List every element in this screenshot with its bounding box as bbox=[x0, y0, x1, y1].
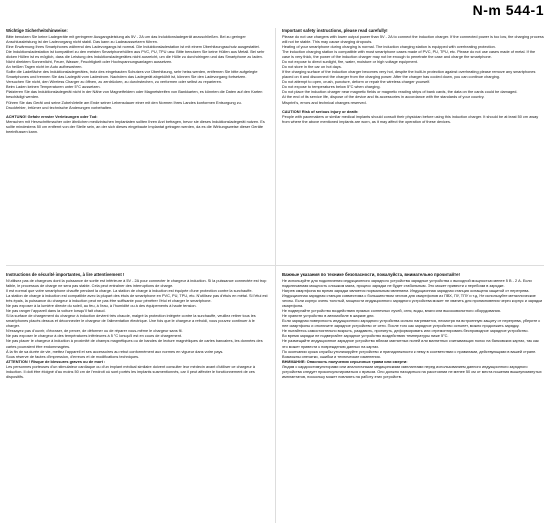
german-paragraph: Beim Laden keinen Temperaturen unter 5°C aussetzen. bbox=[6, 85, 101, 90]
french-paragraph: À la fin de sa durée de vie, mettez l'appareil et ses accessoires au rebut conformément aux normes en vigueur dans votre pays. bbox=[6, 349, 224, 354]
german-paragraph: Eine Erwärmung Ihres Smartphones während des Ladevorgangs ist normal. Die Induktionsladestation ist mit einem Überhitzungsschutz ausgestattet. bbox=[6, 45, 260, 49]
english-paragraph: Heating of your smartphone during charging is normal. The induction charging station is equipped with overheating protection. bbox=[282, 45, 496, 49]
english-safety-section bbox=[282, 28, 544, 125]
german-paragraph: Sollte die Ladefläche des Induktionsladegerätes, trotz des eingebauten Schutzes vor Überhitzung, sehr heiss werden, entfernen Sie bitte aufgelegte Smartphones und trennen Sie das Ladegrät vom Ladestrom. Nachdem das Ladegerät abgekühlt ist, können Sie den Ladevorgang fortsetzen. bbox=[6, 70, 258, 80]
english-warning-text: People with pacemakers or similar medical implants should consult their physician before using this induction charger. It should be at least 50 cm away from where the above mentioned implants are worn, as it may affect the operation of these devices. bbox=[282, 114, 539, 124]
german-paragraph: Führen Sie das Gerät und seine Zubehörteile am Ende seiner Lebensdauer einer mit den Normen Ihres Landes konformen Entsorgung zu. bbox=[6, 100, 242, 105]
russian-paragraph: Не размещайте индукционное зарядное устройство вблизи магнитных полей или магнитных считывающих полос на банковских картах, так как это может привести к повреждению данных на картах. bbox=[282, 339, 539, 349]
english-warning-title: CAUTION! Risk of serious injury or death: bbox=[282, 109, 359, 114]
german-warning-title: ACHTUNG! Gefahr ernster Verletzungen oder Tod: bbox=[6, 114, 98, 119]
english-paragraph: Do not expose to temperatures below 5°C when charging. bbox=[282, 85, 381, 90]
french-paragraph: Ne pas placer le chargeur à induction à proximité de champs magnétiques ou de bandes de lecture magnétiques de cartes bancaires, les données des cartes pourraient être endommagées. bbox=[6, 339, 263, 349]
document-code: N-m 544-1 bbox=[472, 2, 544, 18]
english-paragraph: Do not attempt to open, crush, puncture, deform or repair the wireless charger yourself. bbox=[282, 80, 431, 85]
french-paragraph: Si la surface de chargement du chargeur à induction devient très chaude, malgré la protection intégrée contre la surchauffe, veuillez retirer tous les smartphones placés dessus et déconnecter le chargeur de l'alimentation électrique. Une fois que le chargeur a refroidi, vous pouvez continuer à le charger. bbox=[6, 314, 256, 329]
german-paragraph: Nicht direktem Sonnenlicht, Feuer, Wasser, Feuchtigkeit oder Hochspannungsanlagen aussetzen. bbox=[6, 60, 173, 65]
french-paragraph: Ne pas ranger l'appareil dans la voiture lorsqu'il fait chaud. bbox=[6, 309, 106, 314]
russian-paragraph: Не подвергайте устройство воздействию прямых солнечных лучей, огня, воды, влаги или высоковольтного оборудования. bbox=[282, 309, 501, 314]
german-paragraph: Bitte benutzen Sie keine Ladegeräte mit geringerer Ausgangsleistung als 5V - 2A um das Induktionsladegerät anzuschließen. Bei zu geringer Anschlussleistung ist der Ladevorgang nicht stabil. Das kann zu Ladeausssetzern führen. bbox=[6, 34, 246, 44]
french-safety-section bbox=[6, 272, 268, 380]
russian-paragraph: Индукционная зарядная станция совместима с большинством чехлов для смартфонов из ПВХ, ПУ, ТПУ и т.д. Не используйте металлические чехлы. Если корпус очень толстый, мощности индукционного зарядного устройства может не хватить для проникновения через корпус и зарядки смартфона. bbox=[282, 294, 543, 309]
russian-paragraph: Возможны опечатки, ошибки и технические изменения. bbox=[282, 354, 381, 359]
russian-paragraph: Если зарядная поверхность индукционного зарядного устройства сильно нагревается, несмотря на встроенную защиту от перегрева, уберите с нее смартфоны и отключите зарядное устройство от сети. После того как зарядное устройство остынет, можно продолжить зарядку. bbox=[282, 319, 541, 329]
english-paragraph: If the charging surface of the induction charger becomes very hot, despite the built-in protection against overheating please remove any smartphones placed on it and disconnect the charger from the charging power. After the charger has cooled down, you can continue charging. bbox=[282, 70, 536, 80]
russian-paragraph: По окончании срока службы утилизируйте устройство и принадлежности к нему в соответствии с правилами, действующими в вашей стране. bbox=[282, 349, 537, 354]
french-paragraph: Ne pas exposer à la lumière directe du soleil, au feu, à l'eau, à l'humidité ou à des équipements à haute tension. bbox=[6, 304, 197, 309]
english-paragraph: Please do not use chargers with lower output power than 5V - 2A to connect the induction charger. If the connected power is too low, the charging process will not be stable. This may cause charging dropouts. bbox=[282, 34, 544, 44]
vertical-divider bbox=[275, 28, 276, 523]
russian-paragraph: Во время зарядки не подвергайте зарядное устройство воздействию температуры ниже 5°C. bbox=[282, 334, 449, 339]
french-title: Instructions de sécurité importantes, à lire attentivement ! bbox=[6, 272, 125, 277]
russian-paragraph: Не используйте для подключения индукционного зарядного устройства зарядные устройства с выходной мощностью менее 5 В - 2 А. Если подключаемая мощность слишком мала, процесс зарядки не будет стабильным. Это может привести к перебоям в зарядке. bbox=[282, 278, 532, 288]
russian-safety-section bbox=[282, 272, 544, 380]
french-paragraph: N'essayez pas d'ouvrir, d'écraser, de percer, de déformer ou de réparer vous-même le chargeur sans fil. bbox=[6, 329, 183, 334]
german-warning-text: Menschen mit Herzschrittmacher oder ähnlichen medizinischen Implantaten sollten Ihren Arzt befragen, bevor sie dieses Induktionsladegerät nutzen. Es sollte mindestens 50 cm entfernt von der Stelle sein, an der sich dieses eingebaute Implantat getragen werden, da es die Wirkungsweise dieser Geräte beeinflussen kann. bbox=[6, 119, 265, 134]
french-paragraph: La station de charge à induction est compatible avec la plupart des étuis de smartphone en PVC, PU, TPU, etc. N'utilisez pas d'étuis en métal. Si l'étui est très épais, la puissance du chargeur à induction peut ne pas être suffisante pour pénétrer l'étui et charger le smartphone. bbox=[6, 294, 268, 304]
russian-paragraph: Не пытайтесь самостоятельно вскрыть, раздавить, проткнуть, деформировать или отремонтировать беспроводное зарядное устройство. bbox=[282, 329, 529, 334]
german-paragraph: An heißen Tagen nicht im Auto aufbewahren. bbox=[6, 65, 83, 70]
german-paragraph: Versuchen Sie nicht, den Wireless Charger zu öffnen, zu zerdrücken, zu durchstechen, zu verformen oder selbst zu reparieren. bbox=[6, 80, 222, 85]
english-paragraph: Do not expose to direct sunlight, fire, water, moisture or high voltage equipment. bbox=[282, 60, 418, 65]
russian-paragraph: Не храните устройство в автомобиле в жаркие дни. bbox=[282, 314, 375, 319]
french-warning-text: Les personnes porteuses d'un stimulateur cardiaque ou d'un implant médical similaire doivent consulter leur médecin avant d'utiliser ce chargeur à induction. Il doit être éloigné d'au moins 50 cm de l'endroit où sont portés les implants susmentionnés, car il peut affecter le fonctionnement de ces dispositifs. bbox=[6, 364, 255, 379]
german-paragraph: Die Induktionsladestation ist kompatibel zu den meisten Smartphonehüllen aus PVC, PU, TPU usw. Bitte benutzen Sie keine Hüllen aus Metall. Bei sehr dicken Hüllen ist es möglich, dass die Leistung des Induktionsladegerätes nicht ausreicht, um die Hülle zu durchdringen und das Smartphone zu laden. bbox=[6, 50, 265, 60]
russian-paragraph: Нагрев смартфона во время зарядки является нормальным явлением. Индукционная зарядная станция оснащена защитой от перегрева. bbox=[282, 289, 530, 293]
german-safety-section bbox=[6, 28, 268, 135]
english-paragraph: At the end of its service life, dispose of the device and its accessories in accordance with the standards of your country. bbox=[282, 95, 485, 100]
english-paragraph: The induction charging station is compatible with most smartphone cases made of PVC, PU, TPU, etc. Please do not use cases made of metal. If the case is very thick, the power of the induction charger may not be enough to penetrate the case and charge the smartphone. bbox=[282, 50, 536, 60]
german-paragraph: Platzieren Sie das Induktionsladegerät nicht in der Nähe von Magnetfeldern oder Magnetstreifen von Bankkarten, es könnten die Daten auf den Karten beschädigt werden. bbox=[6, 90, 263, 100]
german-paragraph: Druckfehler, Irrtümer und technische Änderungen vorbehalten. bbox=[6, 105, 113, 110]
russian-title: Важные указания по технике безопасности, пожалуйста, внимательно прочитайте! bbox=[282, 272, 460, 277]
english-paragraph: Do not place the induction charger near magnetic fields or magnetic reading strips of bank cards, the data on the cards could be damaged. bbox=[282, 90, 518, 95]
german-title: Wichtige Sicherheitshinweise: bbox=[6, 28, 68, 33]
french-paragraph: N'utilisez pas de chargeurs dont la puissance de sortie est inférieure à 5V - 2A pour connecter le chargeur à induction. Si la puissance connectée est trop faible, le processus de charge ne sera pas stable. Cela peut entraîner des interruptions de charge. bbox=[6, 278, 267, 288]
french-paragraph: Il est normal que votre smartphone chauffe pendant la charge. La station de charge à induction est équipée d'une protection contre la surchauffe. bbox=[6, 289, 253, 293]
english-paragraph: Do not store in the car on hot days. bbox=[282, 65, 342, 70]
english-title: Important safety instructions, please read carefully! bbox=[282, 28, 388, 33]
russian-warning-text: Людям с кардиостимуляторами или аналогичными медицинскими имплантами перед использованием данного индукционного зарядного устройства следует проконсультироваться с врачом. Оно должно находиться на расстоянии не менее 50 см от места ношения вышеупомянутых имплантатов, поскольку может повлиять на работу этих устройств. bbox=[282, 364, 542, 379]
french-warning-title: ATTENTION ! Risque de blessures graves ou de mort : bbox=[6, 359, 106, 364]
french-paragraph: Ne pas exposer le chargeur à des températures inférieures à 5 °C lorsqu'il est en cours de chargement. bbox=[6, 334, 182, 339]
english-paragraph: Misprint's, errors and technical changes reserved. bbox=[282, 100, 367, 105]
russian-warning-title: ВНИМАНИЕ: Опасность получения серьезных травм или смерти: bbox=[282, 359, 408, 364]
french-paragraph: Sous réserve de fautes d'impression, d'erreurs et de modifications techniques. bbox=[6, 354, 140, 359]
